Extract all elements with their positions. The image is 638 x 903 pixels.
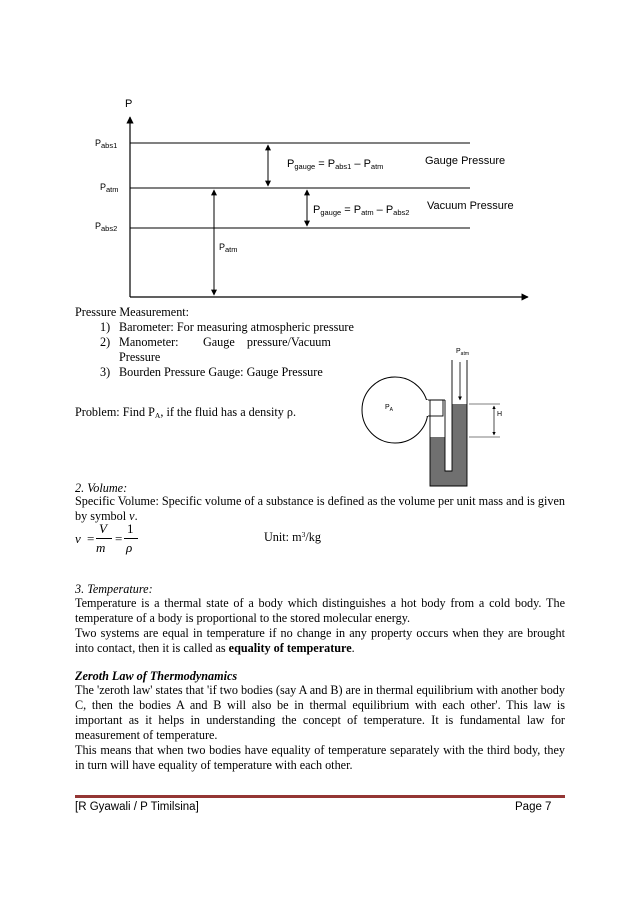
temperature-paragraph-2: Two systems are equal in temperature if no change in any property occurs when they are brought into contact, then it is called as equality of temperature.	[75, 626, 565, 655]
list-item: 1) Barometer: For measuring atmospheric pressure	[100, 320, 354, 334]
tank	[362, 377, 428, 443]
u-tube-inner	[445, 360, 452, 471]
temperature-heading: 3. Temperature:	[75, 582, 153, 596]
temperature-paragraph-1: Temperature is a thermal state of a body which distinguishes a hot body from a cold body. The temperature of a body is proportional to the stored molecular energy.	[75, 596, 565, 625]
footer-rule	[75, 795, 565, 798]
manometer-h-label: H	[497, 411, 503, 418]
volume-unit: Unit: $m^3/kg$	[264, 530, 321, 544]
footer-authors: [R Gyawali / P Timilsina]	[75, 801, 199, 813]
volume-paragraph: Specific Volume: Specific volume of a substance is defined as the volume per unit mass and is given by symbol v.	[75, 494, 565, 523]
gauge-equation: $P_{gauge} = P_{abs1} - P_{atm}$	[287, 158, 384, 171]
list-item: 2) Manometer: Gauge pressure/Vacuum Pressure	[100, 335, 334, 364]
pabs2-label: $P_{abs2}$	[95, 221, 118, 233]
zeroth-law-paragraph-2: This means that when two bodies have equality of temperature separately with the third body, they in turn will have equality of temperature with each other.	[75, 743, 565, 772]
zeroth-law-heading: Zeroth Law of Thermodynamics	[75, 669, 238, 683]
manometer-patm-label: $P_{atm}$	[456, 348, 470, 357]
pressure-heading: Pressure Measurement:	[75, 305, 190, 319]
y-axis-label: P	[125, 98, 133, 110]
vacuum-equation: $P_{gauge} = P_{atm} - P_{abs2}$	[313, 204, 410, 217]
manometer-pa-label: $P_A$	[385, 404, 394, 413]
problem-statement: Problem: Find $P_A$, if the fluid has a density ρ.	[75, 405, 297, 420]
pabs1-label: $P_{abs1}$	[95, 138, 118, 150]
pressure-list	[100, 320, 354, 380]
manometer-diagram	[360, 340, 520, 490]
patm-label: $P_{atm}$	[100, 182, 119, 194]
connector-pipe	[427, 400, 443, 416]
zeroth-law-paragraph-1: The 'zeroth law' states that 'if two bodies (say A and B) are in thermal equilibrium with another body C, then the bodies A and B will also be in thermal equilibrium with each other'. This law is important as it helps in understanding the concept of temperature. It is fundamental law for measurement of temperature.	[75, 683, 565, 742]
pressure-diagram	[0, 0, 638, 310]
list-item: 3) Bourden Pressure Gauge: Gauge Pressure	[100, 365, 323, 379]
volume-heading: 2. Volume:	[75, 481, 128, 495]
gauge-pressure-label: Gauge Pressure	[425, 155, 506, 167]
volume-formula: v = V m = 1 ρ	[75, 521, 215, 561]
vacuum-pressure-label: Vacuum Pressure	[427, 200, 514, 212]
patm-arrow-label: $P_{atm}$	[219, 242, 238, 254]
footer-page-number: Page 7	[515, 801, 552, 813]
